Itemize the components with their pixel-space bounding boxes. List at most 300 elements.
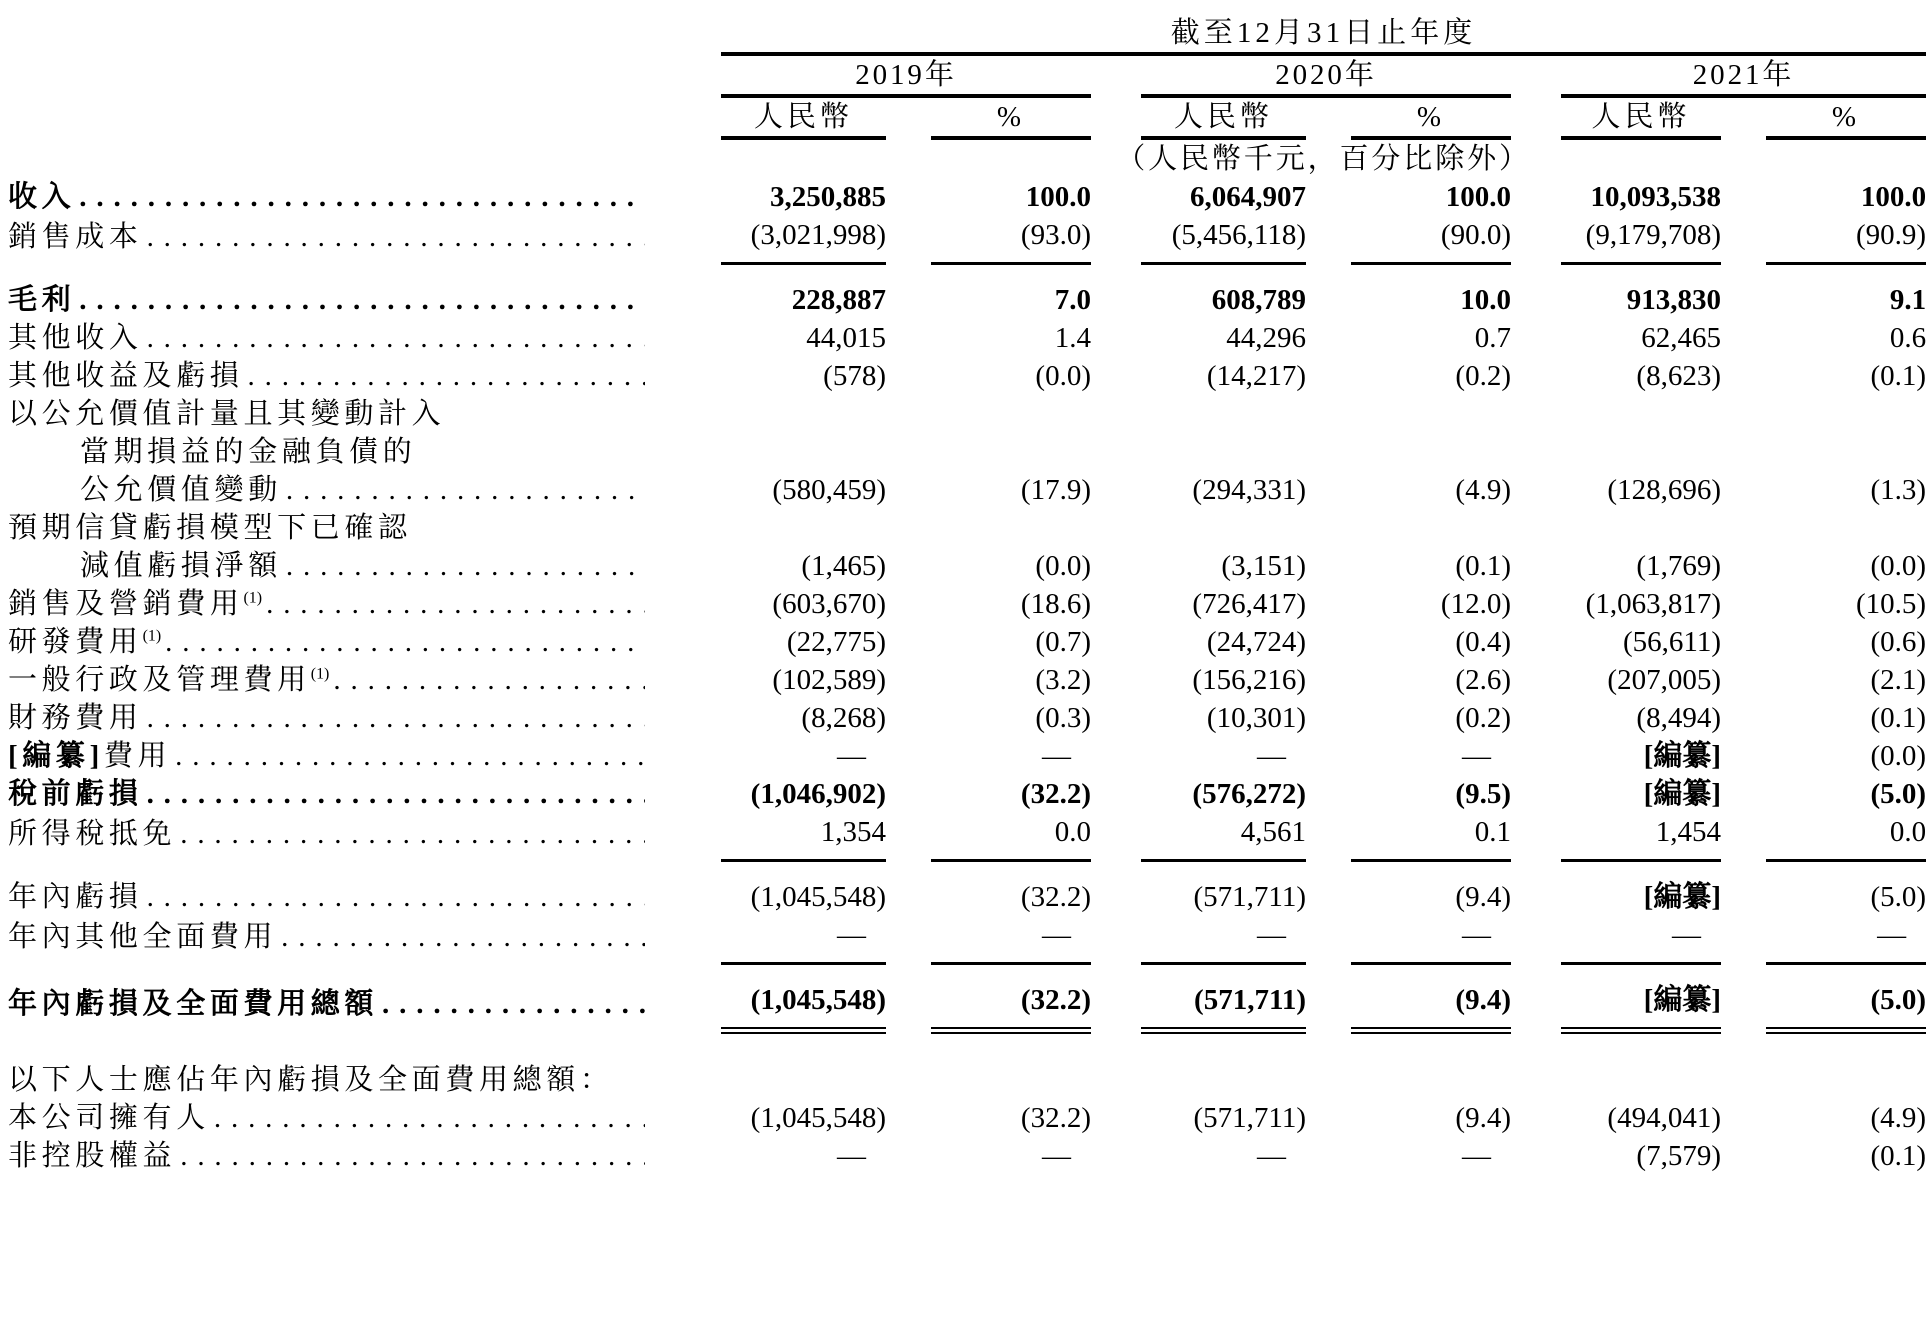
- value-cell: (10.5): [1856, 588, 1926, 620]
- spacer-cell: [886, 357, 931, 395]
- value-cell: [編纂]: [1561, 964, 1721, 1031]
- unit-note: （人民幣千元，百分比除外）: [1116, 143, 1531, 175]
- spacer-cell: [1721, 775, 1766, 813]
- row-label-text: 以公允價值計量且其變動計入: [8, 398, 446, 430]
- table-row: [8, 775, 1926, 813]
- spacer-cell: [1306, 661, 1351, 699]
- value-cell: (0.2): [1455, 702, 1511, 734]
- value-cell: —: [1257, 1139, 1286, 1172]
- spacer-cell: [1511, 861, 1561, 917]
- value-cell: 0.7: [1474, 322, 1511, 354]
- spacer-cell: [1306, 216, 1351, 264]
- spacer-cell: [1306, 585, 1351, 623]
- value-cell: (1,769): [1636, 550, 1721, 582]
- value-cell: (12.0): [1440, 588, 1511, 620]
- value-cell: 0.0: [931, 813, 1091, 861]
- value-cell: (580,459): [772, 474, 886, 506]
- spacer-cell: [645, 964, 721, 1031]
- value-cell: (32.2): [1020, 1101, 1091, 1134]
- value-cell: (0.1): [1870, 702, 1926, 734]
- table-row: [8, 357, 1926, 395]
- spacer-cell: [1091, 813, 1141, 861]
- table-row: [8, 509, 1926, 585]
- value-cell: [721, 1031, 886, 1099]
- spacer-cell: [1091, 1031, 1141, 1099]
- spacer-cell: [645, 861, 721, 917]
- spacer-cell: [1091, 861, 1141, 917]
- table-row: [8, 813, 1926, 861]
- value-cell: [931, 1031, 1091, 1099]
- row-label-text: 財務費用: [8, 702, 143, 734]
- value-cell: (0.0): [1035, 550, 1091, 582]
- spacer-cell: [1091, 964, 1141, 1031]
- spacer-cell: [645, 319, 721, 357]
- row-label-text: [編纂]費用: [8, 740, 172, 772]
- spacer-cell: [886, 1031, 931, 1099]
- value-cell: (726,417): [1192, 588, 1306, 620]
- spacer-cell: [1511, 509, 1561, 585]
- col-header-pct-2019: %: [931, 96, 1091, 138]
- dot-leader: [165, 623, 645, 661]
- row-label-text: 當期損益的金融負債的: [80, 436, 417, 468]
- spacer-cell: [1306, 357, 1351, 395]
- spacer-cell: [1306, 861, 1351, 917]
- row-label-text: 公允價值變動: [80, 474, 282, 506]
- col-header-pct-2020: %: [1351, 96, 1511, 138]
- dot-leader: [382, 985, 645, 1023]
- spacer-cell: [1091, 319, 1141, 357]
- spacer-cell: [645, 509, 721, 585]
- spacer-cell: [645, 813, 721, 861]
- spacer-cell: [8, 138, 721, 178]
- dot-leader: [180, 1137, 645, 1175]
- spacer-cell: [1306, 1137, 1351, 1175]
- value-cell: 44,296: [1226, 322, 1306, 354]
- spacer-cell: [886, 1137, 931, 1175]
- unit-note-row: [8, 138, 1926, 178]
- value-cell: [編纂]: [1643, 778, 1721, 810]
- value-cell: (90.9): [1766, 216, 1926, 264]
- spacer-cell: [886, 737, 931, 775]
- spacer-cell: [1511, 216, 1561, 264]
- value-cell: 62,465: [1641, 322, 1721, 354]
- value-cell: (9.4): [1455, 881, 1511, 913]
- period-header-row: [8, 14, 1926, 54]
- spacer-cell: [645, 264, 721, 320]
- value-cell: 0.6: [1889, 322, 1926, 354]
- spacer-cell: [1091, 96, 1141, 138]
- value-cell: (2.1): [1870, 664, 1926, 696]
- col-header-pct-2021: %: [1766, 96, 1926, 138]
- row-label-text: 減值虧損淨額: [80, 550, 282, 582]
- row-label: [8, 585, 645, 623]
- spacer-cell: [1091, 54, 1141, 96]
- value-cell: —: [1462, 740, 1491, 772]
- value-cell: 913,830: [1626, 284, 1721, 316]
- spacer-cell: [886, 395, 931, 509]
- value-cell: (93.0): [931, 216, 1091, 264]
- spacer-cell: [1306, 623, 1351, 661]
- dot-leader: [281, 918, 645, 956]
- value-cell: (207,005): [1607, 664, 1721, 696]
- table-row: [8, 216, 1926, 264]
- value-cell: (128,696): [1607, 474, 1721, 506]
- row-label: [8, 699, 645, 737]
- spacer-cell: [645, 1099, 721, 1137]
- spacer-cell: [1511, 357, 1561, 395]
- value-cell: —: [1042, 1139, 1071, 1172]
- value-cell: (32.2): [931, 964, 1091, 1031]
- row-label: [8, 357, 645, 395]
- value-cell: (9.4): [1455, 1101, 1511, 1134]
- value-cell: (571,711): [1141, 964, 1306, 1031]
- value-cell: (56,611): [1623, 626, 1721, 658]
- financial-table: [8, 14, 1926, 1175]
- row-label-text: 研發費用$^{(1)}$: [8, 626, 162, 658]
- value-cell: —: [721, 916, 886, 964]
- spacer-cell: [1721, 1099, 1766, 1137]
- value-cell: 4,561: [1141, 813, 1306, 861]
- footnote-marker: (1): [243, 589, 263, 607]
- dot-leader: [79, 281, 645, 319]
- value-cell: [1766, 1031, 1926, 1099]
- spacer-cell: [1721, 661, 1766, 699]
- spacer-cell: [1721, 916, 1766, 964]
- table-row: [8, 1099, 1926, 1137]
- spacer-cell: [886, 585, 931, 623]
- spacer-cell: [1721, 585, 1766, 623]
- spacer-cell: [1721, 813, 1766, 861]
- spacer-cell: [1511, 813, 1561, 861]
- row-label-text: 所得稅抵免: [8, 817, 177, 850]
- table-row: [8, 661, 1926, 699]
- spacer-cell: [8, 54, 721, 96]
- row-label-text: 稅前虧損: [8, 778, 143, 810]
- spacer-cell: [886, 861, 931, 917]
- value-cell: (0.7): [1035, 626, 1091, 658]
- spacer-cell: [886, 661, 931, 699]
- value-cell: [編纂]: [1643, 881, 1721, 913]
- spacer-cell: [1306, 1099, 1351, 1137]
- value-cell: (7,579): [1636, 1139, 1721, 1172]
- spacer-cell: [645, 357, 721, 395]
- spacer-cell: [1306, 178, 1351, 216]
- value-cell: (578): [823, 360, 886, 392]
- spacer-cell: [1721, 861, 1766, 917]
- spacer-cell: [1511, 916, 1561, 964]
- row-label-text: 其他收入: [8, 322, 143, 354]
- row-label-text: 年內其他全面費用: [8, 920, 278, 953]
- row-label: [8, 319, 645, 357]
- table-row: [8, 861, 1926, 917]
- table-row: [8, 178, 1926, 216]
- spacer-cell: [1511, 964, 1561, 1031]
- spacer-cell: [1721, 1137, 1766, 1175]
- value-cell: 100.0: [1860, 181, 1926, 213]
- value-cell: 6,064,907: [1190, 181, 1306, 213]
- spacer-cell: [1511, 319, 1561, 357]
- value-cell: 10,093,538: [1590, 181, 1721, 213]
- spacer-cell: [886, 964, 931, 1031]
- dot-leader: [286, 471, 645, 509]
- spacer-cell: [1306, 737, 1351, 775]
- spacer-cell: [1091, 585, 1141, 623]
- value-cell: (0.4): [1455, 626, 1511, 658]
- spacer-cell: [886, 916, 931, 964]
- dot-leader: [147, 218, 645, 256]
- value-cell: —: [1141, 916, 1306, 964]
- spacer-cell: [1091, 737, 1141, 775]
- table-row: [8, 319, 1926, 357]
- value-cell: (0.2): [1455, 360, 1511, 392]
- dot-leader: [247, 357, 645, 395]
- value-cell: (1,045,548): [721, 964, 886, 1031]
- spacer-cell: [1091, 1137, 1141, 1175]
- spacer-cell: [1721, 216, 1766, 264]
- value-cell: (32.2): [1020, 778, 1091, 810]
- dot-leader: [333, 661, 645, 699]
- spacer-cell: [1511, 54, 1561, 96]
- value-cell: 100.0: [1025, 181, 1091, 213]
- value-cell: 9.1: [1889, 284, 1926, 316]
- table-row: [8, 264, 1926, 320]
- year-header-2020: 2020年: [1141, 54, 1511, 96]
- value-cell: —: [837, 740, 866, 772]
- spacer-cell: [1091, 509, 1141, 585]
- row-label: [8, 916, 645, 964]
- value-cell: [1141, 1031, 1306, 1099]
- row-label: [8, 1031, 645, 1099]
- dot-leader: [147, 775, 645, 813]
- spacer-cell: [645, 699, 721, 737]
- table-row: [8, 395, 1926, 509]
- spacer-cell: [1306, 264, 1351, 320]
- spacer-cell: [1721, 964, 1766, 1031]
- spacer-cell: [886, 775, 931, 813]
- dot-leader: [79, 178, 645, 216]
- spacer-cell: [886, 178, 931, 216]
- value-cell: (294,331): [1192, 474, 1306, 506]
- spacer-cell: [1511, 737, 1561, 775]
- value-cell: (4.9): [1455, 474, 1511, 506]
- value-cell: —: [1042, 740, 1071, 772]
- spacer-cell: [1511, 585, 1561, 623]
- spacer-cell: [645, 216, 721, 264]
- spacer-cell: [886, 813, 931, 861]
- spacer-cell: [1511, 264, 1561, 320]
- value-cell: (8,268): [801, 702, 886, 734]
- value-cell: (1,045,548): [750, 1101, 886, 1134]
- row-label: [8, 813, 645, 861]
- value-cell: 0.1: [1351, 813, 1511, 861]
- year-header-2019: 2019年: [721, 54, 1091, 96]
- value-cell: (9,179,708): [1561, 216, 1721, 264]
- spacer-cell: [1091, 357, 1141, 395]
- spacer-cell: [1511, 623, 1561, 661]
- spacer-cell: [1306, 96, 1351, 138]
- spacer-cell: [645, 395, 721, 509]
- spacer-cell: [1511, 96, 1561, 138]
- table-head: [8, 14, 1926, 178]
- row-label-text: 預期信貸虧損模型下已確認: [8, 512, 412, 544]
- spacer-cell: [886, 699, 931, 737]
- value-cell: —: [931, 916, 1091, 964]
- value-cell: (17.9): [1020, 474, 1091, 506]
- value-cell: (8,494): [1636, 702, 1721, 734]
- year-header-2021: 2021年: [1561, 54, 1926, 96]
- spacer-cell: [1721, 509, 1766, 585]
- spacer-cell: [1091, 395, 1141, 509]
- spacer-cell: [1511, 775, 1561, 813]
- value-cell: (14,217): [1206, 360, 1306, 392]
- spacer-cell: [645, 916, 721, 964]
- value-cell: (32.2): [1020, 881, 1091, 913]
- year-header-row: [8, 54, 1926, 96]
- row-label: [8, 1099, 645, 1137]
- value-cell: (5.0): [1870, 778, 1926, 810]
- row-label-text: 銷售成本: [8, 220, 143, 253]
- value-cell: 1.4: [1054, 322, 1091, 354]
- spacer-cell: [1721, 264, 1766, 320]
- spacer-cell: [1721, 178, 1766, 216]
- row-label: [8, 178, 645, 216]
- value-cell: (9.4): [1351, 964, 1511, 1031]
- spacer-cell: [1091, 1099, 1141, 1137]
- spacer-cell: [1511, 1031, 1561, 1099]
- spacer-cell: [1721, 1031, 1766, 1099]
- spacer-cell: [886, 509, 931, 585]
- spacer-cell: [1091, 916, 1141, 964]
- table-row: [8, 623, 1926, 661]
- spacer-cell: [1511, 699, 1561, 737]
- value-cell: 10.0: [1460, 284, 1511, 316]
- spacer-cell: [1091, 178, 1141, 216]
- value-cell: (3,021,998): [721, 216, 886, 264]
- spacer-cell: [1091, 661, 1141, 699]
- table-row: [8, 699, 1926, 737]
- value-cell: (10,301): [1206, 702, 1306, 734]
- row-label-text: 其他收益及虧損: [8, 360, 244, 392]
- value-cell: 100.0: [1445, 181, 1511, 213]
- value-cell: (5.0): [1870, 881, 1926, 913]
- value-cell: —: [1351, 916, 1511, 964]
- dot-leader: [147, 699, 645, 737]
- spacer-cell: [645, 623, 721, 661]
- spacer-cell: [1306, 916, 1351, 964]
- spacer-cell: [1306, 319, 1351, 357]
- value-cell: (1,465): [801, 550, 886, 582]
- value-cell: (18.6): [1020, 588, 1091, 620]
- dot-leader: [180, 815, 645, 853]
- value-cell: (571,711): [1193, 881, 1306, 913]
- spacer-cell: [645, 1137, 721, 1175]
- spacer-cell: [645, 775, 721, 813]
- spacer-cell: [1091, 216, 1141, 264]
- spacer-cell: [1511, 1137, 1561, 1175]
- value-cell: 1,354: [721, 813, 886, 861]
- value-cell: (4.9): [1870, 1101, 1926, 1134]
- footnote-marker: (1): [310, 665, 330, 683]
- row-label-text: 非控股權益: [8, 1139, 177, 1172]
- row-label: [8, 661, 645, 699]
- spacer-cell: [1511, 395, 1561, 509]
- value-cell: (3.2): [1035, 664, 1091, 696]
- spacer-cell: [1306, 775, 1351, 813]
- dot-leader: [214, 1099, 645, 1137]
- value-cell: [1351, 1031, 1511, 1099]
- row-label: [8, 737, 645, 775]
- value-cell: 0.0: [1766, 813, 1926, 861]
- row-label: [8, 861, 645, 917]
- spacer-cell: [645, 1031, 721, 1099]
- value-cell: —: [1462, 1139, 1491, 1172]
- dot-leader: [175, 737, 645, 775]
- value-cell: —: [1257, 740, 1286, 772]
- value-cell: (9.5): [1455, 778, 1511, 810]
- col-header-rmb-2021: 人民幣: [1561, 96, 1721, 138]
- spacer-cell: [1091, 775, 1141, 813]
- dot-leader: [147, 319, 645, 357]
- spacer-cell: [1091, 623, 1141, 661]
- row-label: [8, 964, 645, 1031]
- value-cell: (90.0): [1351, 216, 1511, 264]
- table-row: [8, 1137, 1926, 1175]
- row-label: [8, 623, 645, 661]
- spacer-cell: [886, 1099, 931, 1137]
- spacer-cell: [1511, 178, 1561, 216]
- row-label-text: 本公司擁有人: [8, 1101, 210, 1134]
- spacer-cell: [1306, 395, 1351, 509]
- row-label-text: 收入: [8, 181, 76, 213]
- spacer-cell: [1721, 395, 1766, 509]
- value-cell: (8,623): [1636, 360, 1721, 392]
- dot-leader: [147, 878, 645, 916]
- value-cell: 228,887: [791, 284, 886, 316]
- value-cell: 608,789: [1211, 284, 1306, 316]
- value-cell: —: [837, 1139, 866, 1172]
- spacer-cell: [1306, 1031, 1351, 1099]
- value-cell: (156,216): [1192, 664, 1306, 696]
- spacer-cell: [1721, 737, 1766, 775]
- value-cell: (5.0): [1766, 964, 1926, 1031]
- table-row: [8, 585, 1926, 623]
- spacer-cell: [1511, 661, 1561, 699]
- spacer-cell: [886, 623, 931, 661]
- value-cell: (24,724): [1206, 626, 1306, 658]
- row-label: [8, 395, 645, 509]
- value-cell: 44,015: [806, 322, 886, 354]
- value-cell: (102,589): [772, 664, 886, 696]
- dot-leader: [266, 585, 645, 623]
- table-row: [8, 1031, 1926, 1099]
- table-row: [8, 737, 1926, 775]
- value-cell: (0.1): [1455, 550, 1511, 582]
- spacer-cell: [645, 178, 721, 216]
- table-row: [8, 964, 1926, 1031]
- value-cell: (0.0): [1870, 550, 1926, 582]
- col-header-rmb-2019: 人民幣: [721, 96, 886, 138]
- row-label-text: 年內虧損及全面費用總額: [8, 987, 379, 1020]
- row-label: [8, 775, 645, 813]
- spacer-cell: [886, 96, 931, 138]
- spacer-cell: [1721, 319, 1766, 357]
- footnote-marker: (1): [142, 627, 162, 645]
- value-cell: 1,454: [1561, 813, 1721, 861]
- value-cell: (0.0): [1035, 360, 1091, 392]
- value-cell: (0.0): [1870, 740, 1926, 772]
- value-cell: (576,272): [1192, 778, 1306, 810]
- value-cell: (1,046,902): [750, 778, 886, 810]
